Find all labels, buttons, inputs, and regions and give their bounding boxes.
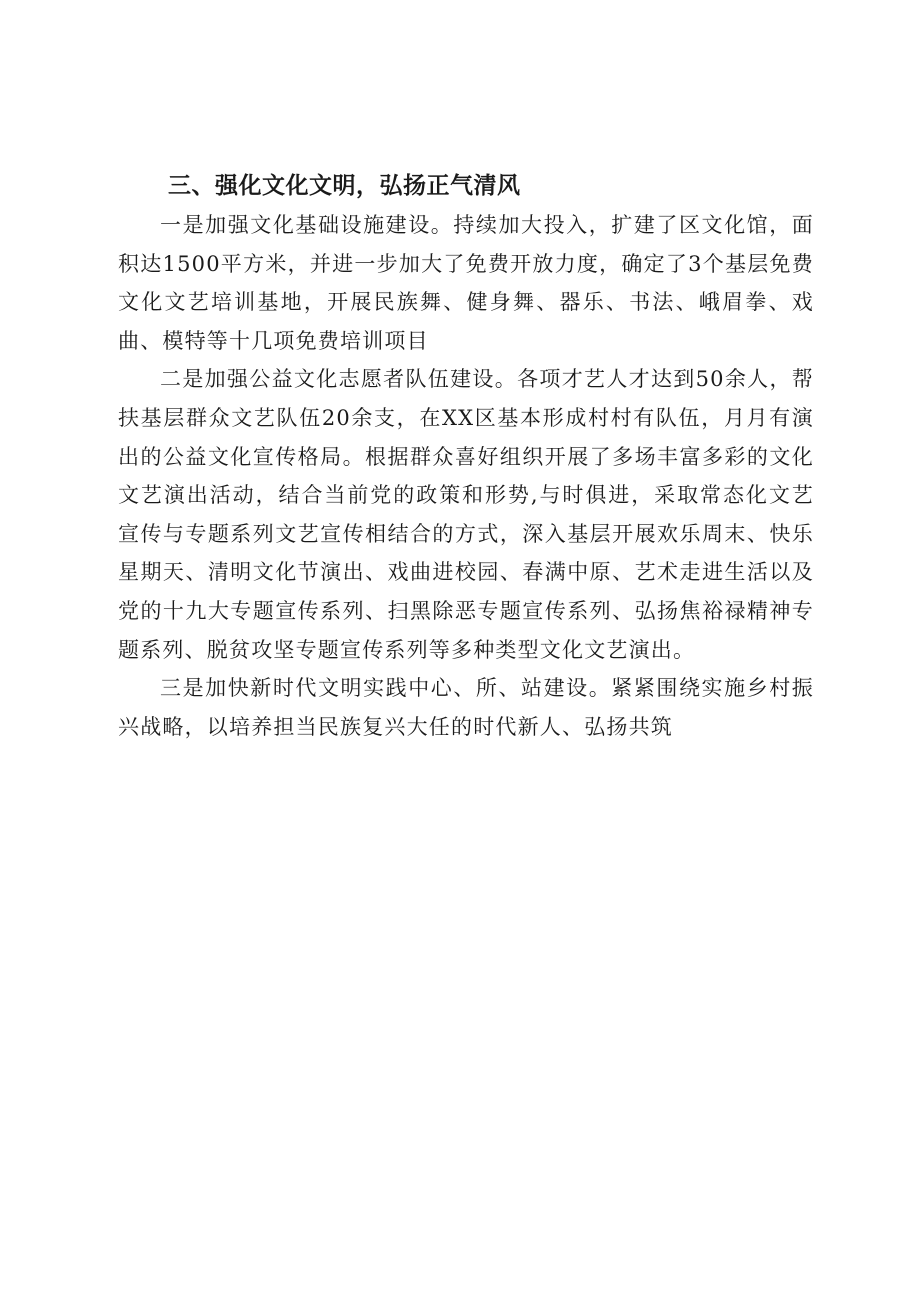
document-body bbox=[118, 206, 814, 746]
paragraph-volunteer-teams: 二是加强公益文化志愿者队伍建设。各项才艺人才达到50余人，帮扶基层群众文艺队伍20余支，在XX区基本形成村村有队伍，月月有演出的公益文化宣传格局。根据群众喜好组织开展了多场丰富多彩的文化文艺演出活动，结合当前党的政策和形势,与时俱进，采取常态化文艺宣传与专题系列文艺宣传相结合的方式，深入基层开展欢乐周末、快乐星期天、清明文化节演出、戏曲进校园、春满中原、艺术走进生活以及党的十九大专题宣传系列、扫黑除恶专题宣传系列、弘扬焦裕禄精神专题系列、脱贫攻坚专题宣传系列等多种类型文化文艺演出。 bbox=[118, 367, 814, 662]
paragraph-civilization-practice: 三是加快新时代文明实践中心、所、站建设。紧紧围绕实施乡村振兴战略，以培养担当民族复兴大任的时代新人、弘扬共筑 bbox=[118, 676, 814, 739]
section-heading: 三、强化文化文明，弘扬正气清风 bbox=[168, 173, 521, 199]
paragraph-culture-infrastructure: 一是加强文化基础设施建设。持续加大投入，扩建了区文化馆，面积达1500平方米，并进一步加大了免费开放力度，确定了3个基层免费文化文艺培训基地，开展民族舞、健身舞、器乐、书法、峨眉拳、戏曲、模特等十几项免费培训项目 bbox=[118, 213, 814, 353]
